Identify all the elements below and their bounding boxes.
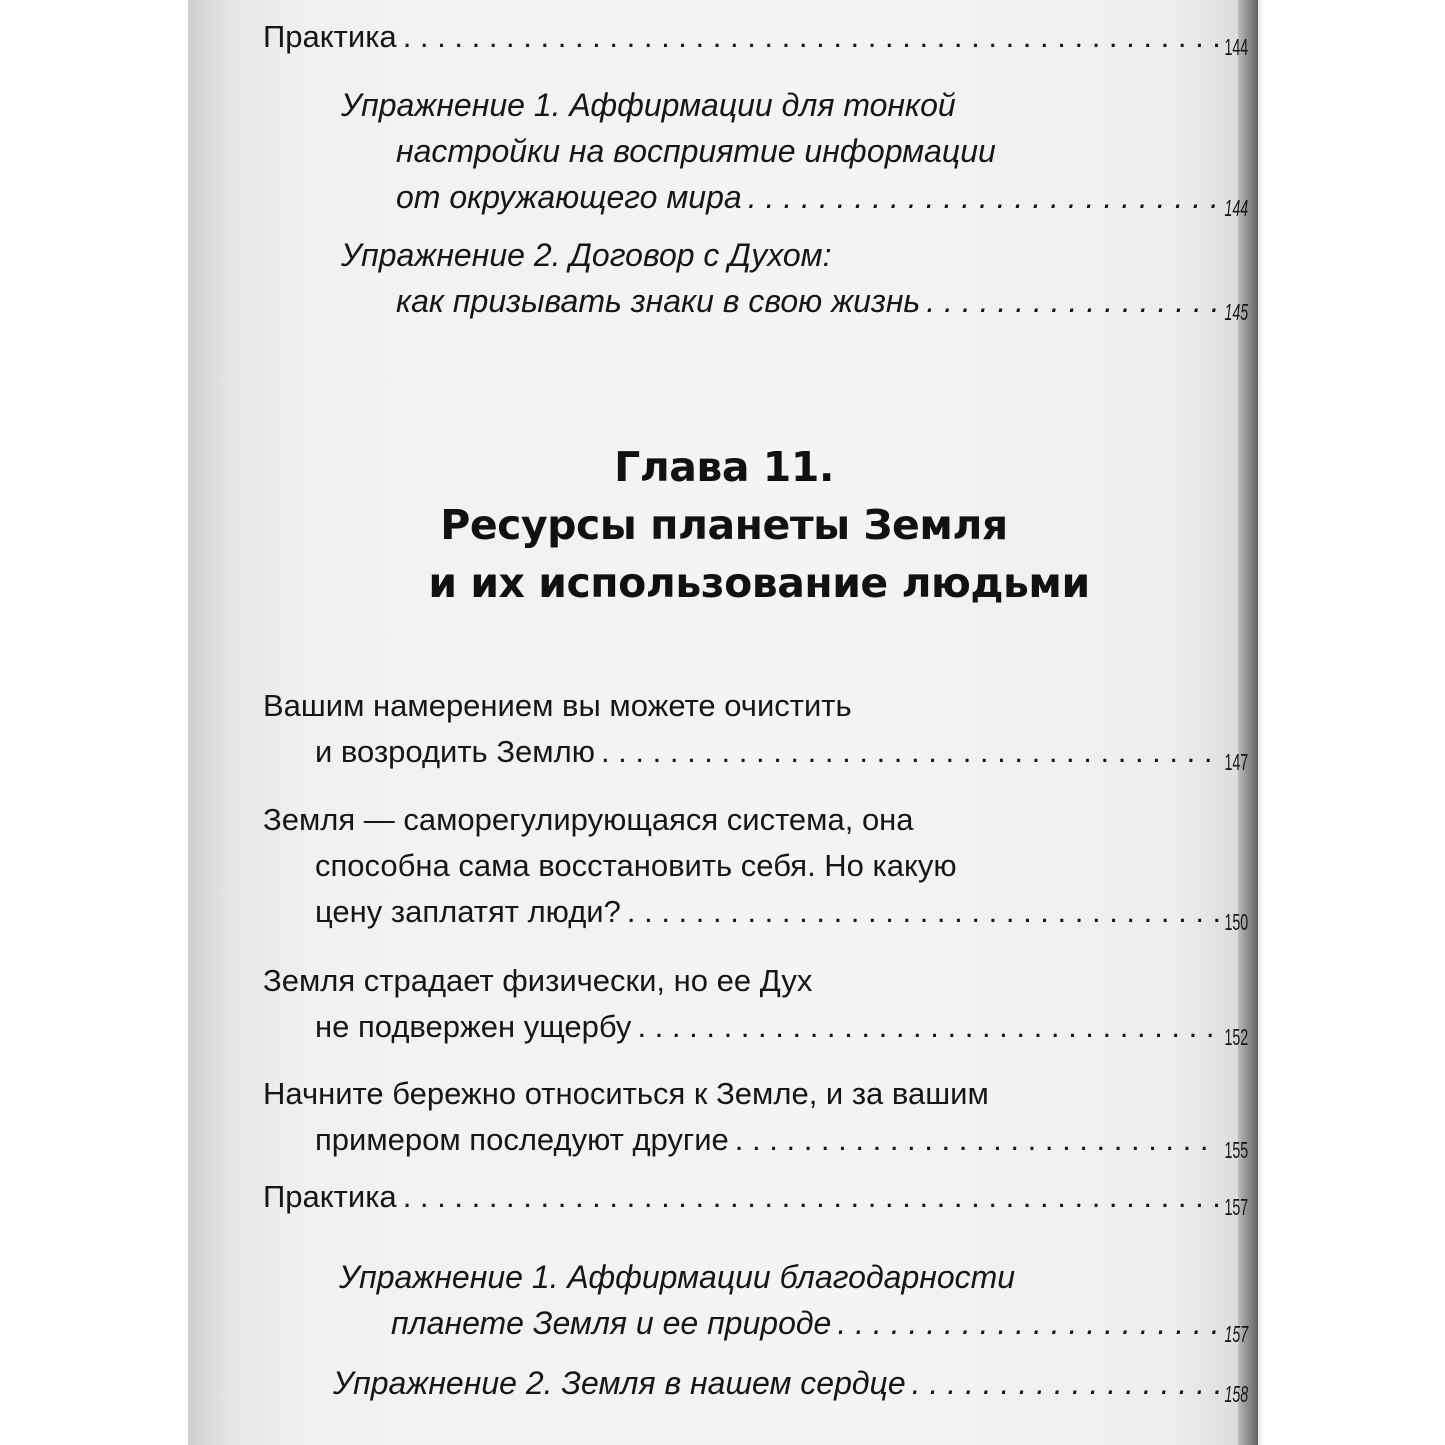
toc-entry-exercise-2-bottom — [263, 1360, 1248, 1406]
toc-entry-line: Упражнение 2. Договор с Духом: — [341, 237, 832, 273]
dot-leader — [601, 729, 1220, 775]
toc-entry-exercise-2-top — [263, 232, 1248, 324]
toc-entry-practice-top — [263, 14, 1248, 60]
toc-entry-line: Упражнение 1. Аффирмации благодарности — [339, 1259, 1016, 1295]
chapter-heading — [188, 440, 1260, 610]
toc-entry-practice-bottom — [263, 1174, 1248, 1220]
toc-entry-line: как призывать знаки в свою жизнь — [396, 283, 921, 319]
toc-entry — [263, 1071, 1248, 1163]
toc-entry-line: Земля страдает физически, но ее Дух — [263, 963, 813, 998]
dot-leader — [926, 278, 1220, 324]
toc-entry — [263, 958, 1248, 1050]
toc-entry-line: Упражнение 2. Земля в нашем сердце — [333, 1365, 906, 1401]
toc-entry-line: и возродить Землю — [315, 734, 595, 769]
page-number: 147 — [1224, 749, 1249, 775]
toc-entry-line: планете Земля и ее природе — [391, 1305, 832, 1341]
page-number: 152 — [1224, 1024, 1249, 1050]
toc-entry-line: не подвержен ущербу — [315, 1009, 632, 1044]
page-number: 158 — [1224, 1381, 1249, 1407]
toc-entry-text: Практика — [263, 19, 397, 54]
dot-leader — [912, 1360, 1220, 1406]
dot-leader — [748, 174, 1220, 220]
chapter-number: Глава 11. — [614, 443, 834, 491]
toc-entry-line: способна сама восстановить себя. Но какую — [315, 848, 957, 883]
chapter-title-line: Ресурсы планеты Земля — [440, 501, 1008, 549]
toc-entry-text: Практика — [263, 1179, 397, 1214]
toc-entry-line: Упражнение 1. Аффирмации для тонкой — [341, 87, 956, 123]
dot-leader — [403, 1174, 1220, 1220]
toc-entry-line: примером последуют другие — [315, 1122, 729, 1157]
page-number: 144 — [1224, 34, 1249, 60]
toc-entry-line: Начните бережно относиться к Земле, и за вашим — [263, 1076, 989, 1111]
toc-entry-line: Вашим намерением вы можете очистить — [263, 688, 852, 723]
toc-entry-line: настройки на восприятие информации — [396, 133, 996, 169]
dot-leader — [627, 889, 1220, 935]
page-edge — [1258, 0, 1264, 1445]
toc-entry-line: от окружающего мира — [396, 179, 742, 215]
page-number: 155 — [1224, 1137, 1249, 1163]
dot-leader — [403, 14, 1220, 60]
dot-leader — [837, 1300, 1220, 1346]
toc-entry-exercise-1-bottom — [263, 1254, 1248, 1346]
page-number: 157 — [1224, 1321, 1249, 1347]
toc-entry — [263, 797, 1248, 935]
page-number: 145 — [1224, 299, 1249, 325]
toc-entry — [263, 683, 1248, 775]
dot-leader — [637, 1004, 1220, 1050]
chapter-title-line: и их использование людьми — [428, 559, 1090, 607]
toc-entry-line: цену заплатят люди? — [315, 894, 621, 929]
toc-entry-exercise-1-top — [263, 82, 1248, 220]
toc-entry-line: Земля — саморегулирующаяся система, она — [263, 802, 914, 837]
dot-leader — [735, 1117, 1220, 1163]
page-number: 144 — [1224, 195, 1249, 221]
page-number: 150 — [1224, 909, 1249, 935]
page-number: 157 — [1224, 1194, 1249, 1220]
